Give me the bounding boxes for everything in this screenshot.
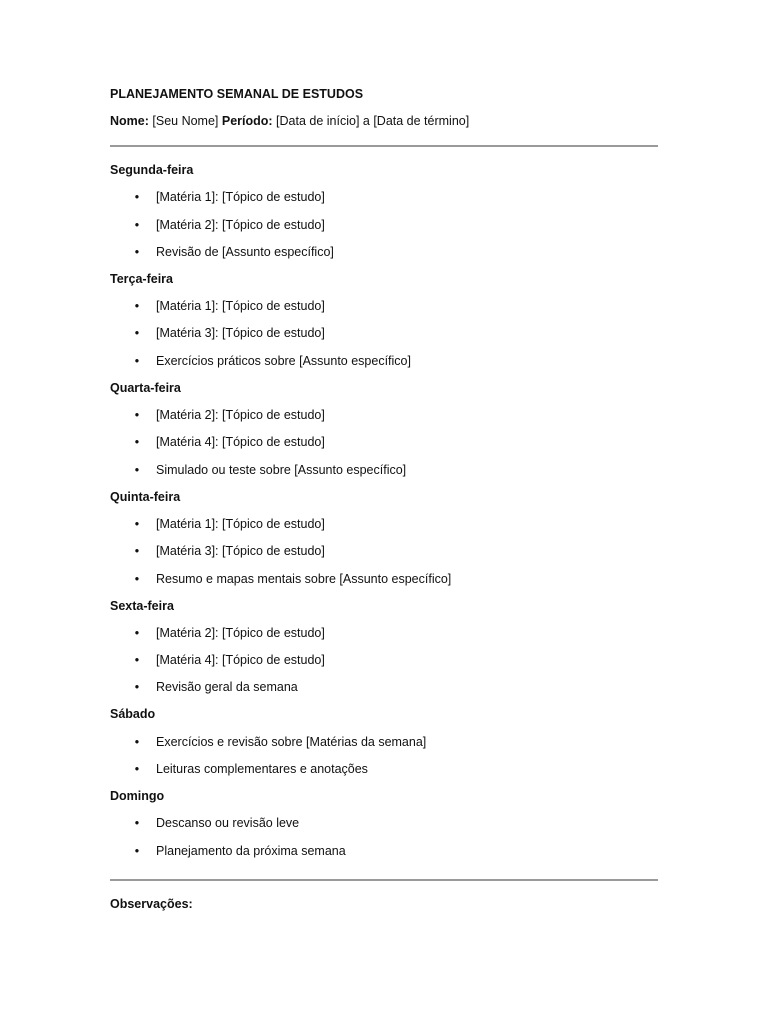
task-text: [Matéria 4]: [Tópico de estudo] (156, 653, 325, 668)
task-item (110, 843, 658, 859)
bullet-icon: • (134, 353, 140, 368)
task-text: Simulado ou teste sobre [Assunto específico] (156, 462, 407, 477)
day-section (110, 271, 658, 369)
task-item (110, 244, 658, 260)
bullet-icon: • (134, 516, 140, 531)
day-section (110, 380, 658, 478)
task-text: Planejamento da próxima semana (156, 843, 346, 858)
name-label: Nome: (110, 114, 149, 128)
task-text: Leituras complementares e anotações (156, 762, 368, 777)
document-title: PLANEJAMENTO SEMANAL DE ESTUDOS (110, 87, 364, 101)
period-value: [Data de início] a [Data de término] (272, 114, 470, 128)
bullet-icon: • (134, 217, 140, 232)
task-item (110, 625, 658, 641)
day-section (110, 788, 658, 859)
task-text: [Matéria 4]: [Tópico de estudo] (156, 435, 325, 450)
task-text: [Matéria 1]: [Tópico de estudo] (156, 299, 325, 314)
task-item (110, 734, 658, 750)
task-item (110, 761, 658, 777)
task-text: Exercícios e revisão sobre [Matérias da semana] (156, 734, 427, 749)
day-title: Quarta-feira (110, 380, 181, 395)
task-item (110, 462, 658, 478)
task-list (110, 815, 658, 858)
task-item (110, 679, 658, 695)
bullet-icon: • (134, 190, 140, 205)
header-meta-line (110, 113, 658, 129)
bullet-icon: • (134, 653, 140, 668)
day-title: Segunda-feira (110, 163, 194, 177)
task-text: Exercícios práticos sobre [Assunto específico] (156, 353, 411, 368)
bullet-icon: • (134, 843, 140, 858)
task-item (110, 189, 658, 205)
bullet-icon: • (134, 326, 140, 341)
bullet-icon: • (134, 435, 140, 450)
task-list (110, 625, 658, 696)
task-item (110, 353, 658, 369)
task-item (110, 407, 658, 423)
task-item (110, 543, 658, 559)
bullet-icon: • (134, 299, 140, 314)
task-text: Revisão geral da semana (156, 680, 298, 695)
task-list (110, 298, 658, 369)
bullet-icon: • (134, 734, 140, 749)
bottom-divider (110, 879, 658, 881)
name-value: [Seu Nome] (148, 114, 222, 128)
task-item (110, 652, 658, 668)
task-text: [Matéria 2]: [Tópico de estudo] (156, 408, 325, 423)
bullet-icon: • (134, 462, 140, 477)
day-title: Terça-feira (110, 271, 173, 286)
task-text: [Matéria 2]: [Tópico de estudo] (156, 625, 325, 640)
bullet-icon: • (134, 762, 140, 777)
task-text: Descanso ou revisão leve (156, 816, 300, 831)
task-item (110, 325, 658, 341)
day-title: Sábado (110, 707, 156, 722)
bullet-icon: • (134, 544, 140, 559)
bullet-icon: • (134, 680, 140, 695)
task-text: Resumo e mapas mentais sobre [Assunto específico] (156, 571, 452, 586)
bullet-icon: • (134, 625, 140, 640)
task-text: [Matéria 3]: [Tópico de estudo] (156, 326, 325, 341)
task-text: [Matéria 2]: [Tópico de estudo] (156, 217, 325, 232)
bullet-icon: • (134, 244, 140, 259)
weekly-schedule (110, 162, 658, 859)
task-item (110, 516, 658, 532)
task-item (110, 815, 658, 831)
bullet-icon: • (134, 571, 140, 586)
task-list (110, 734, 658, 777)
task-text: Revisão de [Assunto específico] (156, 244, 334, 259)
task-item (110, 571, 658, 587)
task-text: [Matéria 1]: [Tópico de estudo] (156, 516, 325, 531)
task-text: [Matéria 1]: [Tópico de estudo] (156, 190, 325, 205)
day-title: Sexta-feira (110, 598, 174, 613)
period-label: Período: (221, 114, 273, 128)
task-list (110, 407, 658, 478)
task-list (110, 516, 658, 587)
day-section (110, 598, 658, 696)
day-title: Quinta-feira (110, 489, 181, 504)
task-item (110, 434, 658, 450)
notes-heading: Observações: (110, 896, 193, 911)
bullet-icon: • (134, 408, 140, 423)
task-item (110, 298, 658, 314)
document-page (110, 86, 658, 912)
task-item (110, 217, 658, 233)
bullet-icon: • (134, 816, 140, 831)
day-section (110, 706, 658, 777)
day-section (110, 162, 658, 260)
task-list (110, 189, 658, 260)
task-text: [Matéria 3]: [Tópico de estudo] (156, 544, 325, 559)
day-title: Domingo (110, 789, 165, 804)
top-divider (110, 145, 658, 147)
day-section (110, 489, 658, 587)
